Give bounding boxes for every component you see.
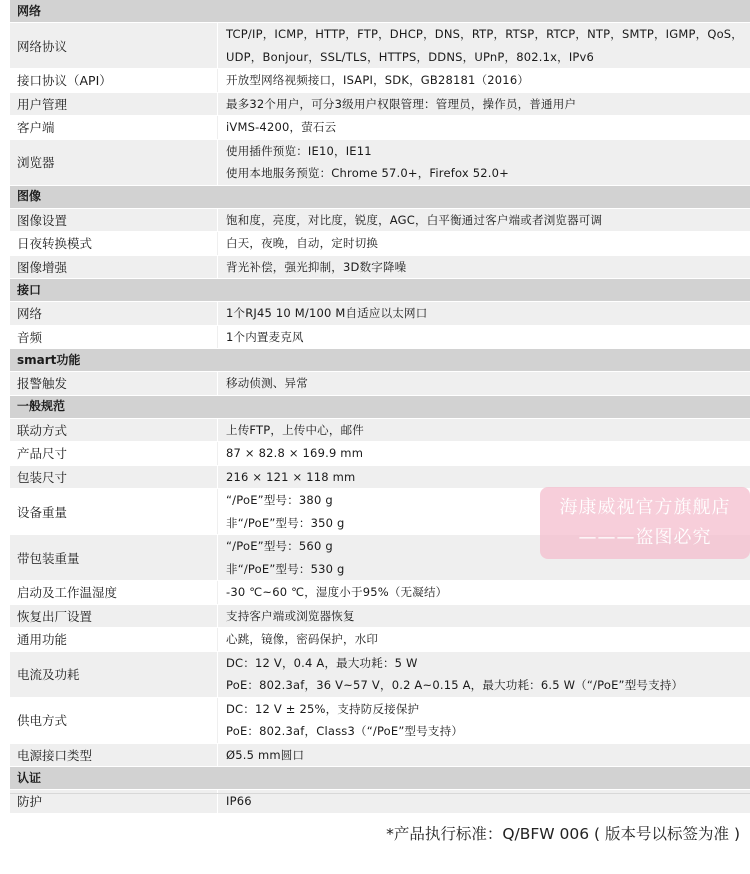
spec-label: 防护 (10, 790, 218, 813)
spec-row (10, 442, 750, 466)
spec-row (10, 698, 750, 744)
spec-row (10, 256, 750, 280)
spec-value-line: Ø5.5 mm圆口 (226, 747, 305, 762)
spec-label: 电流及功耗 (10, 652, 218, 697)
spec-value-line: PoE：802.3af，Class3（“/PoE”型号支持） (226, 724, 464, 738)
spec-value (218, 116, 750, 139)
spec-label: 带包装重量 (10, 535, 218, 580)
section-title: 认证 (17, 770, 42, 785)
spec-value-line: DC：12 V，0.4 A，最大功耗：5 W (226, 655, 418, 670)
spec-value (218, 744, 750, 767)
spec-value-line: PoE：802.3af，36 V~57 V，0.2 A~0.15 A，最大功耗：6.5 W（“/PoE”型号支持） (226, 678, 684, 692)
spec-value (218, 652, 750, 697)
spec-value (218, 605, 750, 628)
spec-value (218, 442, 750, 465)
spec-label: 图像设置 (10, 209, 218, 232)
spec-label: 浏览器 (10, 140, 218, 185)
spec-label: 网络 (10, 302, 218, 325)
spec-label: 接口协议（API） (10, 69, 218, 92)
spec-value-line: 最多32个用户，可分3级用户权限管理：管理员，操作员，普通用户 (226, 96, 577, 111)
spec-value-line: TCP/IP，ICMP，HTTP，FTP，DHCP，DNS，RTP，RTSP，RTCP，NTP，SMTP，IGMP，QoS， (226, 27, 744, 41)
spec-label: 联动方式 (10, 419, 218, 442)
spec-value (218, 93, 750, 116)
spec-value-line: 支持客户端或浏览器恢复 (226, 608, 355, 623)
spec-row (10, 69, 750, 93)
spec-label: 产品尺寸 (10, 442, 218, 465)
spec-value-line: iVMS-4200，萤石云 (226, 120, 337, 134)
spec-label: 启动及工作温湿度 (10, 581, 218, 604)
spec-row (10, 744, 750, 768)
section-header (10, 186, 750, 209)
spec-value-line: “/PoE”型号：560 g (226, 539, 333, 553)
spec-label: 电源接口类型 (10, 744, 218, 767)
spec-value (218, 419, 750, 442)
spec-value-line: 非“/PoE”型号：530 g (226, 561, 345, 576)
section-title: 网络 (17, 3, 42, 18)
spec-label: 包装尺寸 (10, 466, 218, 489)
spec-value-line: 移动侦测、异常 (226, 376, 308, 390)
spec-value (218, 466, 750, 489)
spec-row (10, 116, 750, 140)
spec-value-line: 1个内置麦克风 (226, 329, 304, 344)
spec-value (218, 326, 750, 349)
spec-value (218, 256, 750, 279)
spec-value-line: 饱和度，亮度，对比度，锐度，AGC，白平衡通过客户端或者浏览器可调 (226, 212, 603, 227)
standard-footnote: *产品执行标准：Q/BFW 006 ( 版本号以标签为准 ) (386, 825, 740, 843)
spec-row (10, 209, 750, 233)
spec-label: 客户端 (10, 116, 218, 139)
spec-label: 音频 (10, 326, 218, 349)
spec-value (218, 69, 750, 92)
spec-row (10, 232, 750, 256)
section-header (10, 767, 750, 790)
spec-value (218, 581, 750, 604)
spec-row (10, 372, 750, 396)
spec-value (218, 698, 750, 743)
spec-label: 图像增强 (10, 256, 218, 279)
spec-row (10, 93, 750, 117)
spec-value-line: DC：12 V ± 25%，支持防反接保护 (226, 701, 420, 716)
spec-label: 设备重量 (10, 489, 218, 534)
section-title: 接口 (17, 282, 42, 297)
spec-row (10, 628, 750, 652)
section-header (10, 349, 750, 372)
section-title: 图像 (17, 189, 42, 203)
spec-value-line: 非“/PoE”型号：350 g (226, 515, 345, 530)
spec-label: 日夜转换模式 (10, 232, 218, 255)
spec-value-line: 背光补偿，强光抑制，3D数字降噪 (226, 259, 407, 274)
spec-value (218, 23, 750, 68)
spec-value-line: 白天，夜晚，自动，定时切换 (226, 236, 379, 250)
spec-row (10, 605, 750, 629)
spec-row (10, 23, 750, 69)
spec-row (10, 326, 750, 350)
spec-value-line: 使用本地服务预览：Chrome 57.0+，Firefox 52.0+ (226, 166, 509, 180)
spec-label: 报警触发 (10, 372, 218, 395)
spec-label: 供电方式 (10, 698, 218, 743)
spec-row (10, 302, 750, 326)
spec-row (10, 419, 750, 443)
spec-value (218, 232, 750, 255)
spec-value (218, 628, 750, 651)
spec-value-line: “/PoE”型号：380 g (226, 493, 333, 507)
spec-table (10, 0, 750, 814)
watermark-line-2: ———盗图必究 (578, 527, 712, 548)
section-header (10, 396, 750, 419)
spec-value (218, 372, 750, 395)
spec-value-line: IP66 (226, 794, 252, 808)
spec-label: 通用功能 (10, 628, 218, 651)
spec-value-line: 使用插件预览：IE10，IE11 (226, 143, 372, 158)
spec-row (10, 581, 750, 605)
spec-label: 恢复出厂设置 (10, 605, 218, 628)
watermark-line-1: 海康威视官方旗舰店 (559, 497, 731, 518)
spec-row (10, 652, 750, 698)
spec-label: 网络协议 (10, 23, 218, 68)
spec-value-line: -30 ℃~60 ℃，湿度小于95%（无凝结） (226, 585, 448, 599)
section-title: 一般规范 (17, 399, 66, 413)
section-header (10, 0, 750, 23)
spec-row (10, 140, 750, 186)
spec-value-line: UDP，Bonjour，SSL/TLS，HTTPS，DDNS，UPnP，802.1x，IPv6 (226, 49, 595, 64)
spec-value (218, 209, 750, 232)
spec-value-line: 1个RJ45 10 M/100 M自适应以太网口 (226, 306, 428, 320)
spec-value-line: 216 × 121 × 118 mm (226, 469, 356, 484)
spec-value (218, 302, 750, 325)
section-title: smart功能 (17, 352, 81, 367)
spec-value-line: 心跳，镜像，密码保护，水印 (226, 632, 379, 646)
spec-value (218, 140, 750, 185)
spec-value-line: 开放型网络视频接口，ISAPI，SDK，GB28181（2016） (226, 73, 530, 87)
spec-row (10, 466, 750, 490)
spec-value-line: 87 × 82.8 × 169.9 mm (226, 446, 364, 460)
footer-divider (10, 793, 750, 794)
section-header (10, 279, 750, 302)
spec-label: 用户管理 (10, 93, 218, 116)
spec-value-line: 上传FTP，上传中心，邮件 (226, 422, 364, 437)
store-watermark (540, 487, 750, 559)
